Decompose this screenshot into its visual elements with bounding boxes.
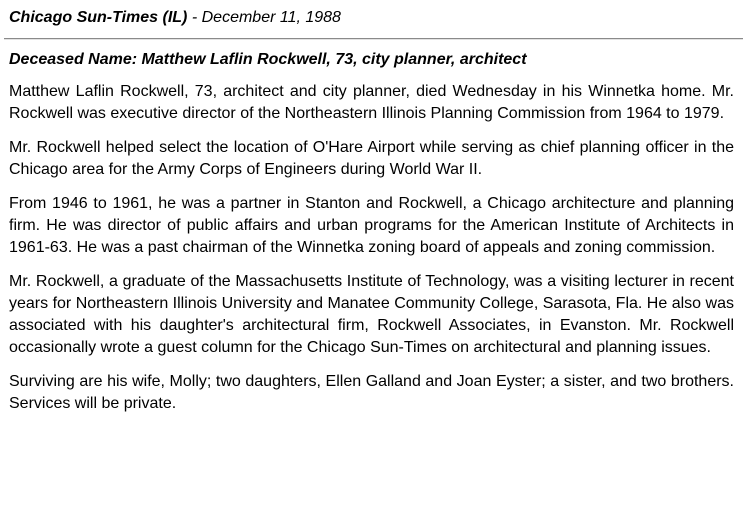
paragraph-4: Mr. Rockwell, a graduate of the Massachusetts Institute of Technology, was a visiting lecturer in recent years for Northeastern Illinois University and Manatee Community College, Sarasota, Fla. He also was associated with his daughter's architectural firm, Rockwell Associates, in Evanston. Mr. Rockwell occasionally wrote a guest column for the Chicago Sun-Times on architectural and planning issues.	[9, 273, 734, 356]
publication-name: Chicago Sun-Times (IL)	[9, 9, 188, 26]
deceased-heading: Deceased Name: Matthew Laflin Rockwell, 73, city planner, architect	[9, 51, 527, 68]
paragraph-2: Mr. Rockwell helped select the location of O'Hare Airport while serving as chief planning officer in the Chicago area for the Army Corps of Engineers during World War II.	[9, 139, 734, 178]
publication-date: December 11, 1988	[201, 9, 341, 26]
header-divider	[4, 38, 743, 40]
paragraph-3: From 1946 to 1961, he was a partner in Stanton and Rockwell, a Chicago architecture and planning firm. He was director of public affairs and urban programs for the American Institute of Architects in 1961-63. He was a past chairman of the Winnetka zoning board of appeals and zoning commission.	[9, 195, 734, 256]
header-separator: -	[187, 9, 202, 26]
paragraph-1: Matthew Laflin Rockwell, 73, architect and city planner, died Wednesday in his Winnetka home. Mr. Rockwell was executive director of the Northeastern Illinois Planning Commission from 1964 to 1979.	[9, 83, 734, 122]
obituary-body	[9, 81, 734, 415]
paragraph-5: Surviving are his wife, Molly; two daughters, Ellen Galland and Joan Eyster; a sister, and two brothers. Services will be private.	[9, 373, 734, 412]
publication-header	[9, 8, 743, 27]
